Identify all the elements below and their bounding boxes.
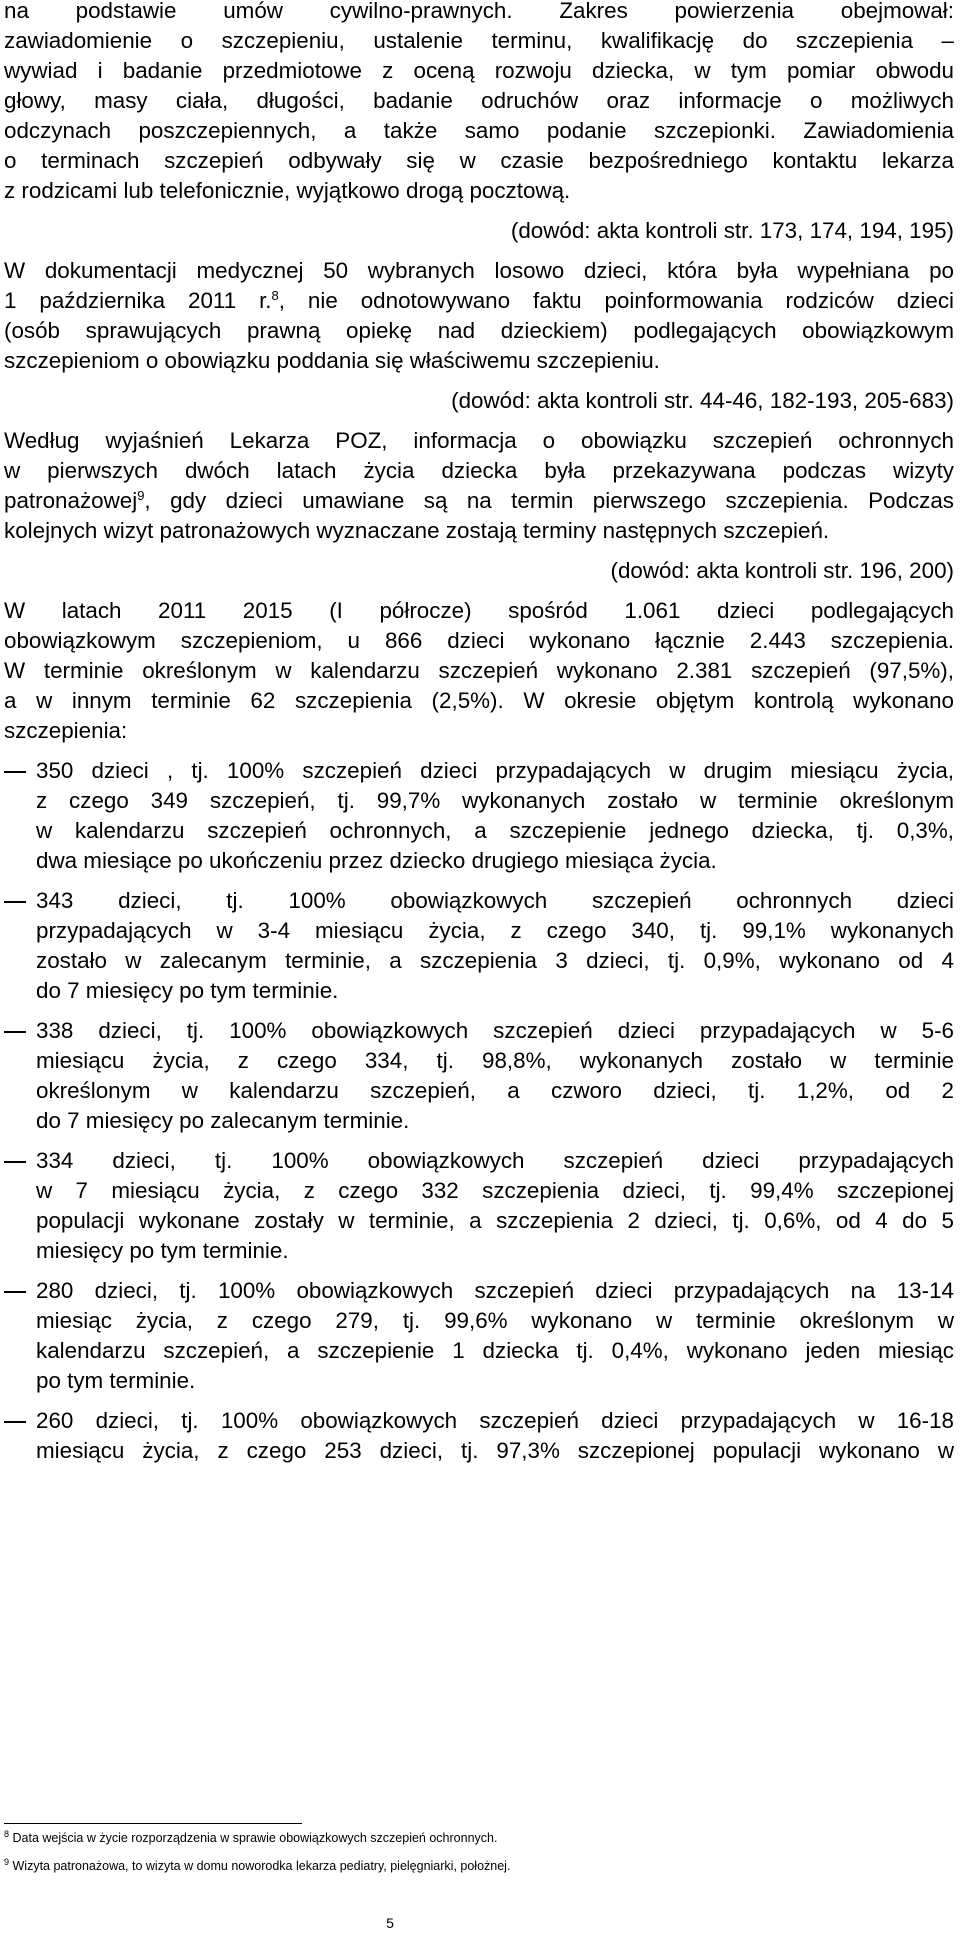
dash-bullet xyxy=(4,771,26,773)
list-item-line: 334 dzieci, tj. 100% obowiązkowych szczepień dzieci przypadających xyxy=(36,1148,954,1173)
list-item-line: miesiąc życia, z czego 279, tj. 99,6% wykonano w terminie określonym w xyxy=(36,1308,954,1333)
footnote xyxy=(4,1858,510,1874)
list-item-line: miesiącu życia, z czego 253 dzieci, tj. 97,3% szczepionej populacji wykonano w xyxy=(36,1438,954,1463)
list-item-line: 338 dzieci, tj. 100% obowiązkowych szczepień dzieci przypadających w 5-6 xyxy=(36,1018,954,1043)
evidence-reference: (dowód: akta kontroli str. 173, 174, 194, 195) xyxy=(510,218,954,243)
text-line: odczynach poszczepiennych, a także samo podanie szczepionki. Zawiadomienia xyxy=(4,118,954,143)
text-line: W dokumentacji medycznej 50 wybranych losowo dzieci, która była wypełniana po xyxy=(4,258,954,283)
footnote-text: Data wejścia w życie rozporządzenia w sprawie obowiązkowych szczepień ochronnych. xyxy=(12,1831,498,1845)
text-segment: , nie odnotowywano faktu poinformowania rodziców dzieci xyxy=(278,288,954,313)
text-line: obowiązkowym szczepieniom, u 866 dzieci wykonano łącznie 2.443 szczepienia. xyxy=(4,628,954,653)
footnote-number: 9 xyxy=(4,1857,10,1867)
footnote-number: 8 xyxy=(4,1829,10,1839)
list-item-line: w 7 miesiącu życia, z czego 332 szczepienia dzieci, tj. 99,4% szczepionej xyxy=(36,1178,954,1203)
text-line: Według wyjaśnień Lekarza POZ, informacja o obowiązku szczepień ochronnych xyxy=(4,428,954,453)
footnote-text: Wizyta patronażowa, to wizyta w domu noworodka lekarza pediatry, pielęgniarki, położnej. xyxy=(12,1859,511,1873)
text-line: z rodzicami lub telefonicznie, wyjątkowo drogą pocztową. xyxy=(4,178,571,203)
list-item-line: 280 dzieci, tj. 100% obowiązkowych szczepień dzieci przypadających na 13-14 xyxy=(36,1278,954,1303)
list-item-line: do 7 miesięcy po tym terminie. xyxy=(36,978,339,1003)
footnote-ref: 9 xyxy=(137,488,145,503)
list-item-line: 343 dzieci, tj. 100% obowiązkowych szczepień ochronnych dzieci xyxy=(36,888,954,913)
footnote xyxy=(4,1830,497,1846)
dash-bullet xyxy=(4,1161,26,1163)
text-line: szczepienia: xyxy=(4,718,128,743)
text-line: wywiad i badanie przedmiotowe z oceną rozwoju dziecka, w tym pomiar obwodu xyxy=(4,58,954,83)
evidence-reference: (dowód: akta kontroli str. 196, 200) xyxy=(610,558,954,583)
list-item-line: z czego 349 szczepień, tj. 99,7% wykonanych zostało w terminie określonym xyxy=(36,788,954,813)
list-item-line: dwa miesiące po ukończeniu przez dziecko drugiego miesiąca życia. xyxy=(36,848,717,873)
list-item-line: 350 dzieci , tj. 100% szczepień dzieci przypadających w drugim miesiącu życia, xyxy=(36,758,954,783)
text-line: na podstawie umów cywilno-prawnych. Zakres powierzenia obejmował: xyxy=(4,0,954,23)
list-item-line: określonym w kalendarzu szczepień, a czworo dzieci, tj. 1,2%, od 2 xyxy=(36,1078,954,1103)
list-item-line: po tym terminie. xyxy=(36,1368,196,1393)
text-line: W terminie określonym w kalendarzu szczepień wykonano 2.381 szczepień (97,5%), xyxy=(4,658,954,683)
text-line xyxy=(4,486,954,516)
list-item-line: 260 dzieci, tj. 100% obowiązkowych szczepień dzieci przypadających w 16-18 xyxy=(36,1408,954,1433)
text-line: szczepieniom o obowiązku poddania się właściwemu szczepieniu. xyxy=(4,348,660,373)
text-line: zawiadomienie o szczepieniu, ustalenie terminu, kwalifikację do szczepienia – xyxy=(4,28,954,53)
list-item-line: przypadających w 3-4 miesiącu życia, z czego 340, tj. 99,1% wykonanych xyxy=(36,918,954,943)
dash-bullet xyxy=(4,1421,26,1423)
text-segment: , gdy dzieci umawiane są na termin pierwszego szczepienia. Podczas xyxy=(144,488,954,513)
text-line: (osób sprawujących prawną opiekę nad dzieckiem) podlegających obowiązkowym xyxy=(4,318,954,343)
dash-bullet xyxy=(4,1031,26,1033)
list-item-line: zostało w zalecanym terminie, a szczepienia 3 dzieci, tj. 0,9%, wykonano od 4 xyxy=(36,948,954,973)
text-line xyxy=(4,286,954,316)
list-item-line: miesiącu życia, z czego 334, tj. 98,8%, wykonanych zostało w terminie xyxy=(36,1048,954,1073)
text-line: w pierwszych dwóch latach życia dziecka była przekazywana podczas wizyty xyxy=(4,458,954,483)
list-item-line: w kalendarzu szczepień ochronnych, a szczepienie jednego dziecka, tj. 0,3%, xyxy=(36,818,954,843)
list-item-line: populacji wykonane zostały w terminie, a szczepienia 2 dzieci, tj. 0,6%, od 4 do 5 xyxy=(36,1208,954,1233)
text-segment: 1 października 2011 r. xyxy=(4,288,272,313)
text-line: a w innym terminie 62 szczepienia (2,5%). W okresie objętym kontrolą wykonano xyxy=(4,688,954,713)
list-item-line: miesięcy po tym terminie. xyxy=(36,1238,289,1263)
footnote-separator xyxy=(4,1823,302,1824)
text-line: o terminach szczepień odbywały się w czasie bezpośredniego kontaktu lekarza xyxy=(4,148,954,173)
dash-bullet xyxy=(4,901,26,903)
page-number: 5 xyxy=(386,1915,394,1931)
text-segment: patronażowej xyxy=(4,488,138,513)
list-item-line: do 7 miesięcy po zalecanym terminie. xyxy=(36,1108,410,1133)
text-line: kolejnych wizyt patronażowych wyznaczane zostają terminy następnych szczepień. xyxy=(4,518,830,543)
evidence-reference: (dowód: akta kontroli str. 44-46, 182-193, 205-683) xyxy=(451,388,954,413)
text-line: głowy, masy ciała, długości, badanie odruchów oraz informacje o możliwych xyxy=(4,88,954,113)
list-item-line: kalendarzu szczepień, a szczepienie 1 dziecka tj. 0,4%, wykonano jeden miesiąc xyxy=(36,1338,954,1363)
footnote-ref: 8 xyxy=(271,288,279,303)
dash-bullet xyxy=(4,1291,26,1293)
text-line: W latach 2011 2015 (I półrocze) spośród 1.061 dzieci podlegających xyxy=(4,598,954,623)
